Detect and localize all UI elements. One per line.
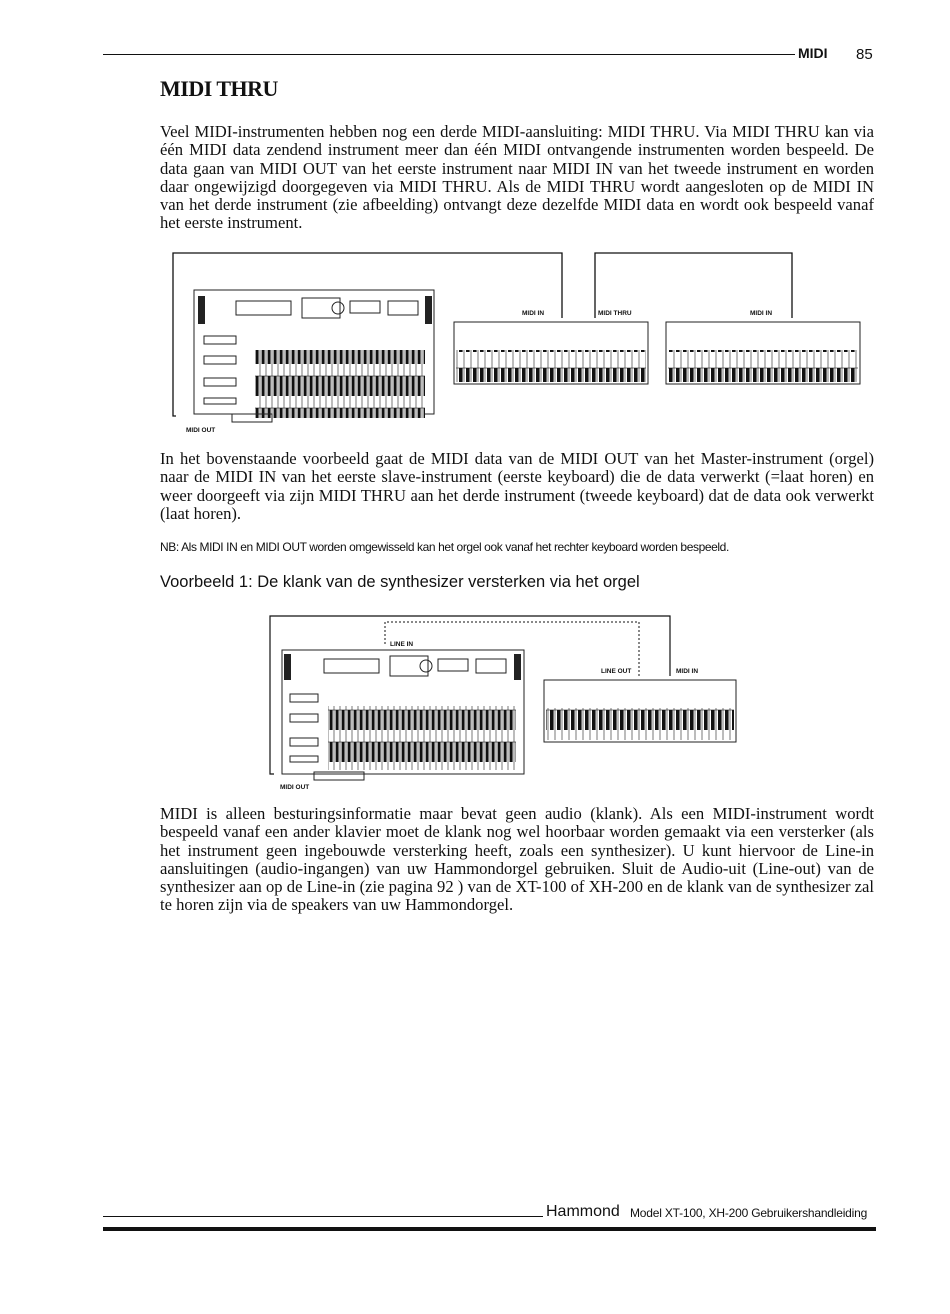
footer-rule-thin	[103, 1216, 543, 1217]
label-midi-in-1: MIDI IN	[522, 310, 545, 317]
label-midi-in-2: MIDI IN	[750, 310, 773, 317]
label-line-in: LINE IN	[390, 641, 414, 648]
footer-brand: Hammond	[546, 1203, 620, 1220]
label-line-out: LINE OUT	[601, 668, 632, 675]
organ-illustration	[282, 650, 524, 780]
keyboard-1-illustration	[454, 322, 648, 384]
keyboard-2-illustration	[666, 322, 860, 384]
header-section: MIDI	[798, 45, 828, 61]
label-midi-in: MIDI IN	[676, 668, 699, 675]
note-text: NB: Als MIDI IN en MIDI OUT worden omgewisseld kan het orgel ook vanaf het rechter keyboard worden bespeeld.	[160, 540, 729, 554]
label-midi-out: MIDI OUT	[280, 784, 310, 791]
midi-thru-diagram	[170, 248, 870, 440]
header-rule	[103, 54, 795, 55]
synthesizer-illustration	[544, 680, 736, 742]
intro-paragraph: Veel MIDI-instrumenten hebben nog een derde MIDI-aansluiting: MIDI THRU. Via MIDI THRU kan via één MIDI data zendend instrument meer dan één MIDI ontvangende instrumenten worden bespeeld. De data gaan van MIDI OUT van het eerste instrument naar MIDI IN van het tweede instrument en worden daar ongewijzigd doorgegeven via MIDI THRU. Als de MIDI THRU wordt aangesloten op de MIDI IN van het derde instrument (zie afbeelding) ontvangt deze dezelfde MIDI data en wordt ook bespeeld vanaf het eerste instrument.	[160, 122, 874, 233]
organ-illustration	[194, 290, 434, 422]
footer-rule-thick	[103, 1227, 876, 1231]
figure-line-in	[268, 614, 743, 796]
footer-model: Model XT-100, XH-200 Gebruikershandleiding	[630, 1206, 868, 1220]
page-title: MIDI THRU	[160, 76, 278, 101]
example-heading: Voorbeeld 1: De klank van de synthesizer versterken via het orgel	[160, 573, 640, 591]
label-midi-out: MIDI OUT	[186, 427, 216, 434]
line-in-diagram	[268, 614, 743, 796]
figure-midi-thru	[170, 248, 870, 440]
page-number: 85	[856, 46, 873, 63]
audio-paragraph: MIDI is alleen besturingsinformatie maar bevat geen audio (klank). Als een MIDI-instrument wordt bespeeld vanaf een ander klavier moet de klank nog wel hoorbaar worden gemaakt via een versterker (als het instrument geen ingebouwde versterking heeft, zoals een synthesizer). U kunt hiervoor de Line-in aansluitingen (audio-ingangen) van uw Hammondorgel gebruiken. Sluit de Audio-uit (Line-out) van de synthesizer aan op de Line-in (zie pagina 92 ) van de XT-100 of XH-200 en de klank van de synthesizer zal te horen zijn via de speakers van uw Hammondorgel.	[160, 804, 874, 915]
explanation-paragraph: In het bovenstaande voorbeeld gaat de MIDI data van de MIDI OUT van het Master-instrument (orgel) naar de MIDI IN van het eerste slave-instrument (eerste keyboard) die de data verwerkt (=laat horen) en weer doorgeeft via zijn MIDI THRU aan het derde instrument (tweede keyboard) dat de data ook verwerkt (laat horen).	[160, 449, 874, 523]
label-midi-thru: MIDI THRU	[598, 310, 632, 317]
